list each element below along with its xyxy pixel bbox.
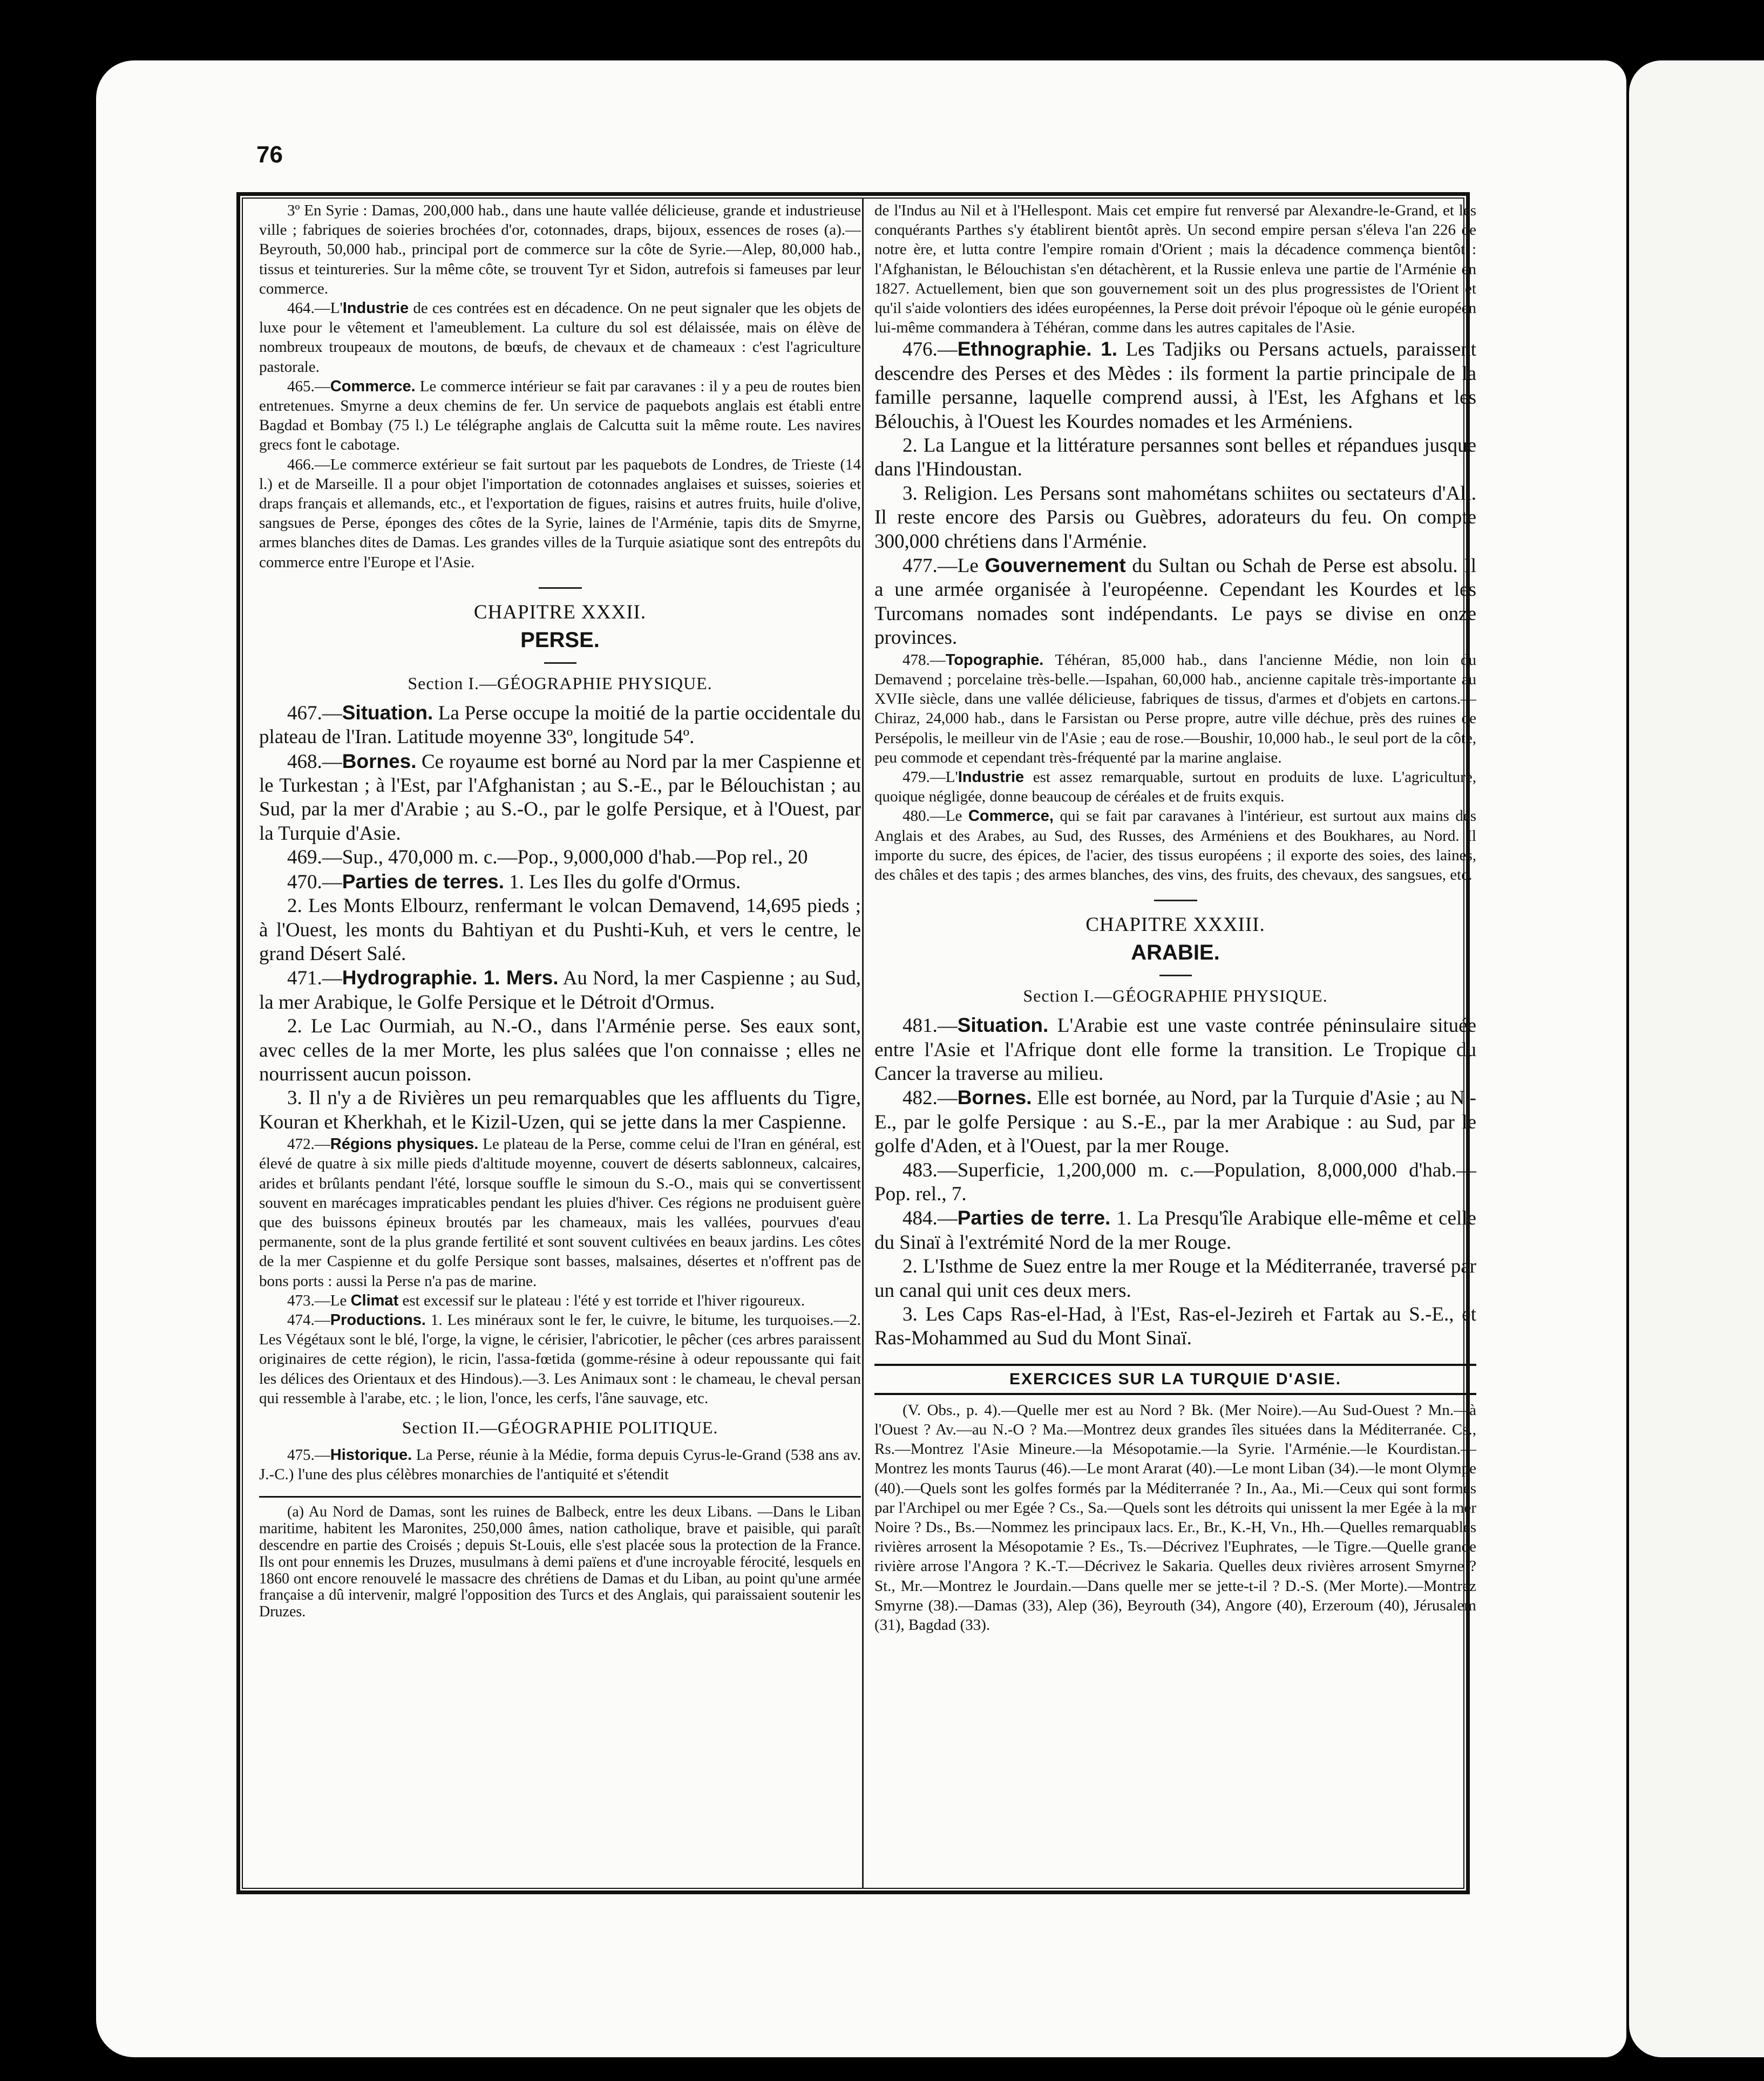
next-page-edge — [1629, 60, 1764, 2057]
paragraph-471-2: 2. Le Lac Ourmiah, au N.-O., dans l'Arménie perse. Ses eaux sont, avec celles de la mer Morte, les plus salées que l'on connaisse ; elles ne nourrissent aucun poisson. — [259, 1015, 861, 1085]
separator-rule — [539, 587, 582, 589]
paragraph-465: 465.—Commerce. Le commerce intérieur se fait par caravanes : il y a peu de routes bien entretenues. Smyrne a deux chemins de fer. Un service de paquebots anglais est établi entre Bagdad et Bombay (75 l.) Le télégraphe anglais de Calcutta suit la même route. Les navires grecs font le cabotage. — [259, 377, 861, 454]
paragraph-481: 481.—Situation. L'Arabie est une vaste contrée péninsulaire située entre l'Asie et l'Afrique dont elle forme la transition. Le Tropique du Cancer la traverse au milieu. — [874, 1014, 1476, 1085]
section-heading-3: Section I.—GÉOGRAPHIE PHYSIQUE. — [1023, 986, 1328, 1006]
perse-politique — [259, 1445, 861, 1484]
heading-parties-de-terre: Parties de terre. — [957, 1207, 1111, 1229]
heading-gouvernement: Gouvernement — [985, 554, 1126, 577]
column-divider — [862, 198, 864, 1889]
heading-topographie: Topographie. — [945, 651, 1044, 669]
chapter-heading-2: CHAPITRE XXXIII. — [1085, 914, 1265, 936]
paragraph-482: 482.—Bornes. Elle est bornée, au Nord, par la Turquie d'Asie ; au N.-E., par le golfe Persique : au S.-E., par la mer Arabique : au Sud, par le golfe d'Aden, et à l'Ouest, par la mer Rouge. — [874, 1086, 1476, 1158]
paragraph-471-3: 3. Il n'y a de Rivières un peu remarquables que les affluents du Tigre, Kouran et Kherkhah, et le Kizil-Uzen, qui se jette dans la mer Caspienne. — [259, 1087, 861, 1133]
paragraph-477: 477.—Le Gouvernement du Sultan ou Schah de Perse est absolu. Il a une armée organisée à l'européenne. Cependant les Kourdes et les Turcomans nomades sont indépendants. Le pays se divise en onze provinces. — [874, 554, 1476, 649]
paragraph-474: 474.—Productions. 1. Les minéraux sont le fer, le cuivre, le bitume, les turquoises.—2. Les Végétaux sont le blé, l'orge, la vigne, le cérisier, l'abricotier, le pêcher (ces arbres paraissent originaires de cette région), le ricin, l'assa-fœtida (gomme-résine à odeur repoussante qui fait les délices des Orientaux et des Hindous).—3. Les Animaux sont : le chameau, le cheval persan qui ressemble à l'arabe, etc. ; le lion, l'once, les cerfs, l'âne sauvage, etc. — [259, 1311, 861, 1407]
paragraph-475-cont: de l'Indus au Nil et à l'Hellespont. Mais cet empire fut renversé par Alexandre-le-Grand, et les conquérants Parthes s'y établirent bientôt après. Un second empire persan s'éleva l'an 226 de notre ère, et lutta contre l'empire romain d'Orient ; mais la décadence commença bientôt : l'Afghanistan, le Bélouchistan s'en détachèrent, et la Russie enleva une partie de l'Arménie en 1827. Actuellement, bien que son gouvernement soit un des plus progressistes de l'Orient et qu'il s'aide volontiers des idées européennes, la Perse doit prévoir l'époque où le génie européen lui-même commandera à Téhéran, comme dans les autres capitales de l'Asie. — [874, 202, 1476, 337]
paragraph-475: 475.—Historique. La Perse, réunie à la Médie, forma depuis Cyrus-le-Grand (538 ans av. J.-C.) l'une des plus célèbres monarchies de l'antiquité et s'étendit — [259, 1446, 861, 1484]
separator-rule-2 — [1154, 900, 1197, 901]
heading-bornes-arabie: Bornes. — [957, 1086, 1032, 1109]
heading-hydrographie: Hydrographie. 1. Mers. — [342, 967, 559, 989]
paragraph-472: 472.—Régions physiques. Le plateau de la Perse, comme celui de l'Iran en général, est élevé de quatre à six mille pieds d'altitude moyenne, couvert de déserts sablonneux, calcaires, arides et brûlants pendant l'été, lorsque souffle le simoun du S.-O., mais qui se convertissent souvent en marécages impraticables pendant les pluies d'hiver. Ces régions ne produisent guère que des buissons épineux broutés par les chameaux, mais les vallées, pourvues d'eau permanente, sont de la plus grande fertilité et sont souvent cultivées en beaux jardins. Les côtes de la mer Caspienne et du golfe Persique sont basses, malsaines, désertes et n'offrent pas de bons ports : aussi la Perse n'a pas de marine. — [259, 1135, 861, 1290]
exercises-title: EXERCICES SUR LA TURQUIE D'ASIE. — [1009, 1370, 1342, 1388]
paragraph-syrie: 3º En Syrie : Damas, 200,000 hab., dans une haute vallée délicieuse, grande et industrieuse ville ; fabriques de soieries brochées d'or, cotonnades, draps, bijoux, essences de roses (a).—Beyrouth, 50,000 hab., principal port de commerce sur la côte de Syrie.—Alep, 80,000 hab., tissus et teintureries. Sur la même côte, se trouvent Tyr et Sidon, autrefois si fameuses par leur commerce. — [259, 202, 861, 297]
paragraph-470: 470.—Parties de terres. 1. Les Iles du golfe d'Ormus. — [287, 870, 741, 893]
heading-productions: Productions. — [330, 1311, 426, 1329]
chapter-heading: CHAPITRE XXXII. — [473, 601, 647, 623]
paragraph-468: 468.—Bornes. Ce royaume est borné au Nord par la mer Caspienne et le Turkestan ; à l'Est, par l'Afghanistan ; au S.-E., par le Bélouchistan ; au Sud, par la mer d'Arabie ; au S.-O., par le golfe Persique, et à l'Ouest, par la Turquie d'Asie. — [259, 750, 861, 845]
title-rule-2 — [1159, 975, 1192, 976]
section-heading: Section I.—GÉOGRAPHIE PHYSIQUE. — [408, 673, 713, 693]
paragraph-464: 464.—L'Industrie de ces contrées est en décadence. On ne peut signaler que les objets de luxe pour le vêtement et l'ameublement. La culture du sol est délaissée, mais on élève de nombreux troupeaux de moutons, de bœufs, de chevaux et de chameaux : c'est l'agriculture pastorale. — [259, 300, 861, 376]
heading-industrie-perse: Industrie — [958, 768, 1025, 786]
section-heading-2: Section II.—GÉOGRAPHIE POLITIQUE. — [402, 1418, 718, 1438]
footnote — [259, 1496, 861, 1621]
paragraph-476: 476.—Ethnographie. 1. Les Tadjiks ou Persans actuels, paraissent descendre des Perses et des Mèdes : ils forment la partie principale de la famille persanne, laquelle comprend aussi, à l'Est, les Afghans et les Bélouchis, à l'Ouest les Kourdes nomades et les Arméniens. — [874, 338, 1477, 433]
page-number: 76 — [256, 141, 283, 168]
title-rule — [544, 662, 576, 664]
paragraph-484-3: 3. Les Caps Ras-el-Had, à l'Est, Ras-el-Jezireh et Fartak au S.-E., et Ras-Mohammed au Sud du Mont Sinaï. — [874, 1303, 1476, 1350]
paragraph-484-2: 2. L'Isthme de Suez entre la mer Rouge et la Méditerranée, traversé par un canal qui unit ces deux mers. — [874, 1255, 1476, 1302]
heading-situation-arabie: Situation. — [957, 1014, 1049, 1037]
heading-commerce-perse: Commerce, — [968, 807, 1054, 825]
paragraph-484: 484.—Parties de terre. 1. La Presqu'île Arabique elle-même et celle du Sinaï à l'extrémité Nord de la mer Rouge. — [874, 1207, 1476, 1254]
perse-ethnographie — [874, 337, 1476, 650]
paragraph-483: 483.—Superficie, 1,200,000 m. c.—Population, 8,000,000 d'hab.—Pop. rel., 7. — [874, 1159, 1476, 1205]
paragraph-476-3: 3. Religion. Les Persans sont mahométans schiites ou sectateurs d'Ali. Il reste encore des Parsis ou Guèbres, adorateurs du feu. On compte 300,000 chrétiens dans l'Arménie. — [874, 482, 1476, 553]
perse-topographie — [874, 650, 1476, 885]
paragraph-479: 479.—L'Industrie est assez remarquable, surtout en produits de luxe. L'agriculture, quoique négligée, donne beaucoup de céréales et de fruits exquis. — [874, 768, 1476, 806]
chapter-title: PERSE. — [520, 628, 600, 652]
heading-situation: Situation. — [342, 701, 433, 724]
heading-commerce: Commerce. — [330, 377, 416, 395]
exercises-heading-box — [874, 1364, 1476, 1395]
heading-industrie: Industrie — [342, 300, 409, 317]
historique-continued — [874, 201, 1476, 337]
paragraph-469: 469.—Sup., 470,000 m. c.—Pop., 9,000,000 d'hab.—Pop rel., 20 — [287, 846, 808, 869]
heading-bornes: Bornes. — [342, 750, 417, 772]
paragraph-470-2: 2. Les Monts Elbourz, renfermant le volcan Demavend, 14,695 pieds ; à l'Ouest, les monts du Bahtiyan et du Pushti-Kuh, et vers le centre, le grand Désert Salé. — [259, 895, 861, 965]
paragraph-476-2: 2. La Langue et la littérature persannes sont belles et répandues jusque dans l'Hindoustan. — [874, 434, 1476, 481]
footnote-text: (a) Au Nord de Damas, sont les ruines de Balbeck, entre les deux Libans. —Dans le Liban maritime, habitent les Maronites, 250,000 âmes, nation catholique, brave et paisible, qui paraît descendre en partie des Croisés ; depuis St-Louis, elle s'est placée sous la protection de la France. Ils ont pour ennemis les Druzes, musulmans à demi païens et d'une incroyable férocité, lesquels en 1860 ont encore renouvelé le massacre des chrétiens de Damas et du Liban, au point qu'une armée française a dû intervenir, malgré l'opposition des Turcs et des Anglais, qui paraissaient soutenir les Druzes. — [259, 1504, 861, 1621]
chapter-title-2: ARABIE. — [1131, 941, 1220, 965]
heading-parties-de-terres: Parties de terres. — [342, 870, 505, 893]
paragraph-466: 466.—Le commerce extérieur se fait surtout par les paquebots de Londres, de Trieste (14 l.) et de Marseille. Il a pour objet l'importation de cotonnades anglaises et suisses, soieries et draps français et allemands, etc., et l'exportation de figues, raisins et autres fruits, huile d'olive, sangsues de Perse, éponges des côtes de la Syrie, laines de l'Arménie, tapis dits de Smyrne, armes blanches dites de Damas. Les grandes villes de la Turquie asiatique sont des entrepôts du commerce entre l'Europe et l'Asie. — [259, 455, 861, 571]
paragraph-471: 471.—Hydrographie. 1. Mers. Au Nord, la mer Caspienne ; au Sud, la mer Arabique, le Golfe Persique et le Détroit d'Ormus. — [259, 967, 861, 1014]
right-column — [874, 201, 1476, 1635]
syria-section — [259, 201, 861, 572]
paragraph-480: 480.—Le Commerce, qui se fait par caravanes à l'intérieur, est surtout aux mains des Anglais et des Arabes, au Sud, des Russes, des Arméniens et des Boukhares, au Nord. Il importe du sucre, des épices, de l'acier, des tissus européens ; il exporte des soies, des laines, des châles et des tapis ; des armes blanches, des vins, des fruits, des chevaux, des sangsues, etc. — [874, 807, 1477, 883]
perse-physique — [259, 701, 861, 1134]
paragraph-473: 473.—Le Climat est excessif sur le plateau : l'été y est torride et l'hiver rigoureux. — [287, 1291, 805, 1309]
paragraph-467: 467.—Situation. La Perse occupe la moitié de la partie occidentale du plateau de l'Iran. Latitude moyenne 33º, longitude 54º. — [259, 701, 861, 749]
perse-regions — [259, 1134, 861, 1408]
paragraph-478: 478.—Topographie. Téhéran, 85,000 hab., dans l'ancienne Médie, non loin du Demavend ; porcelaine très-belle.—Ispahan, 60,000 hab., ancienne capitale très-importante au XVIIe siècle, dans une vallée délicieuse, fabriques de tissus, d'armes et d'objets en cartons.—Chiraz, 24,000 hab., dans le Farsistan ou Perse propre, autre ville déchue, près des ruines de Persépolis, le meilleur vin de l'Asie ; eau de rose.—Boushir, 10,000 hab., le seul port de la côte, peu commode et cependant très-fréquenté par la marine anglaise. — [874, 651, 1476, 766]
exercises-text: (V. Obs., p. 4).—Quelle mer est au Nord ? Bk. (Mer Noire).—Au Sud-Ouest ? Mn.—à l'Ouest ? Av.—au N.-O ? Ma.—Montrez deux grandes îles situées dans la Méditerranée. Cs., Rs.—Montrez l'Asie Mineure.—la Mésopotamie.—la Syrie. l'Arménie.—le Kourdistan.—Montrez les monts Taurus (46).—Le mont Ararat (40).—Le mont Liban (34).—le mont Olympe (40).—Quels sont les golfes formés par la Méditerranée ? In., Aa., Mi.—Ceux qui sont formés par l'Archipel ou mer Egée ? Cs., Sa.—Quels sont les détroits qui unissent la mer Egée à la mer Noire ? Ds., Bs.—Nommez les principaux lacs. Er., Br., K.-H, Vn., Hh.—Quelles remarquables rivières arrosent la Mésopotamie ? Es., Ts.—Décrivez l'Euphrates, —le Tigre.—Quelle grande rivière arrose l'Angora ? K.-T.—Décrivez le Sakaria. Quelles deux rivières arrosent Smyrne ? St., Mr.—Montrez le Jourdain.—Dans quelle mer se jette-t-il ? D.-S. (Mer Morte).—Montrez Smyrne (38).—Damas (33), Alep (36), Beyrouth (34), Angore (40), Erzeroum (40), Jérusalem (31), Bagdad (33). — [874, 1401, 1476, 1634]
heading-ethnographie: Ethnographie. 1. — [957, 338, 1118, 361]
heading-historique: Historique. — [330, 1446, 412, 1464]
arabie-physique — [874, 1014, 1476, 1351]
exercises — [874, 1400, 1476, 1635]
left-column — [259, 201, 861, 1621]
heading-climat: Climat — [350, 1291, 399, 1309]
heading-regions-physiques: Régions physiques. — [330, 1135, 479, 1153]
